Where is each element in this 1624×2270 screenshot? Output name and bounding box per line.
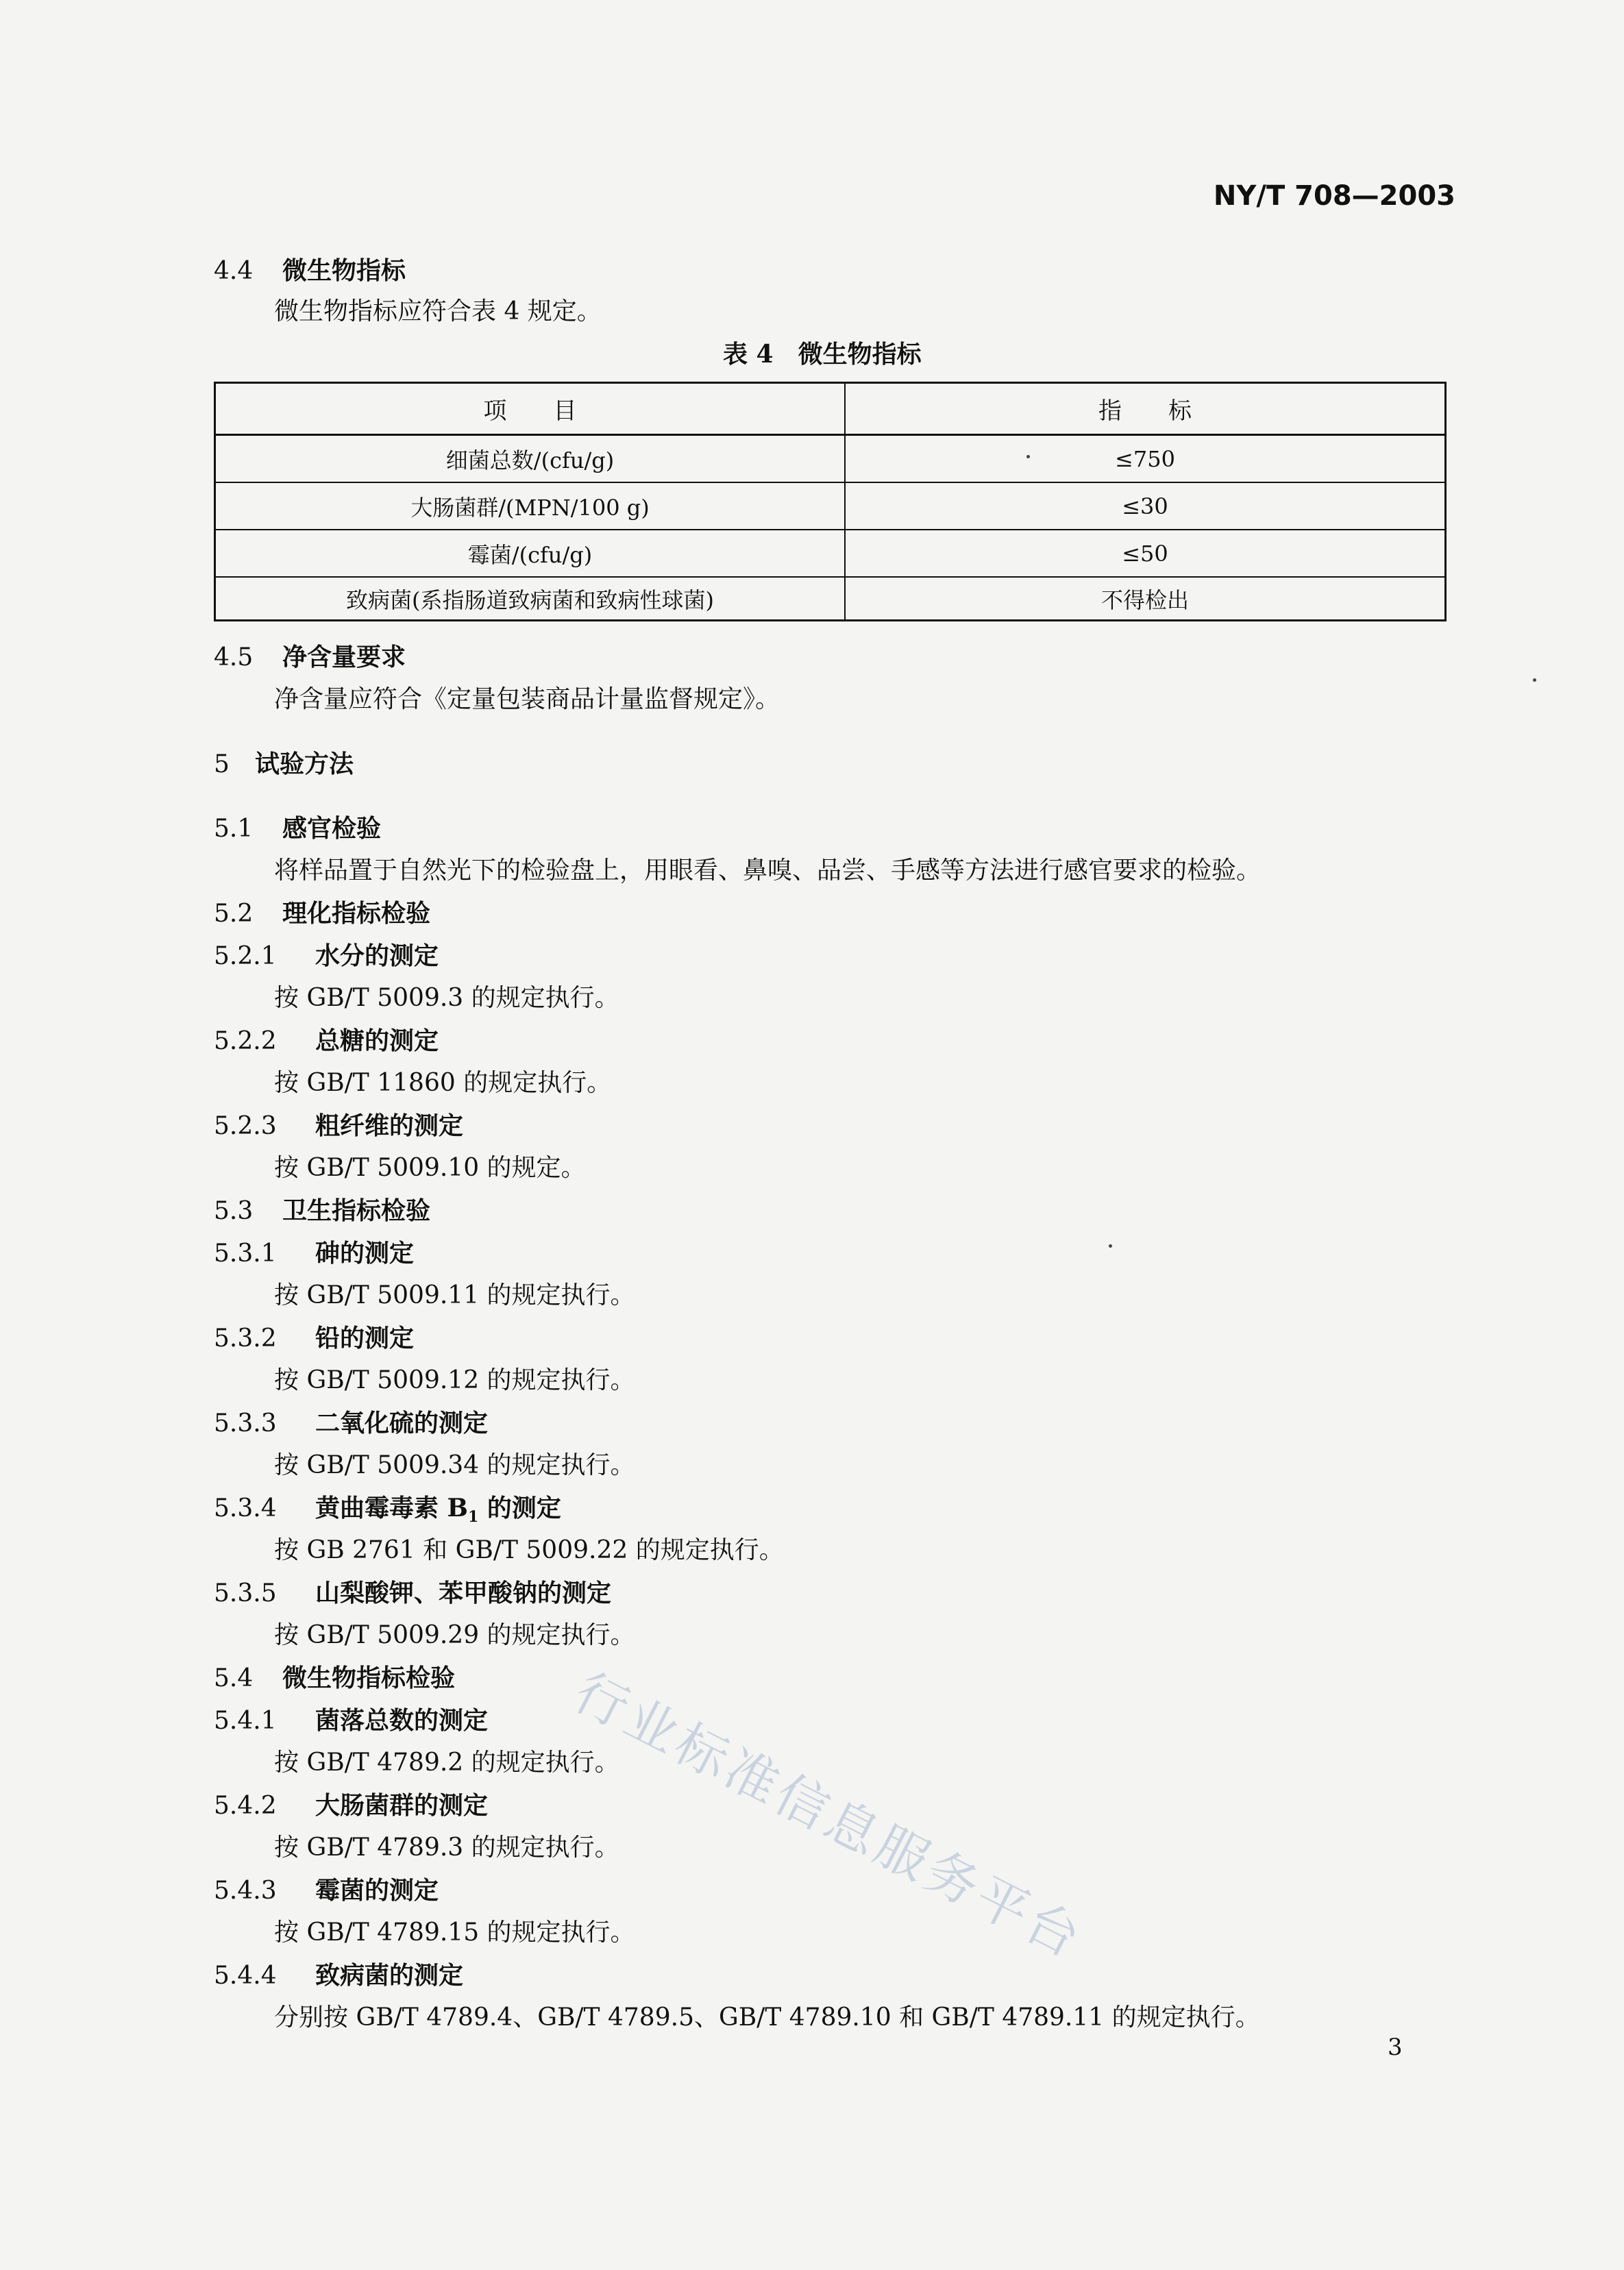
- table-cell-value: ≤50: [846, 530, 1444, 578]
- section-title: 粗纤维的测定: [315, 1111, 464, 1140]
- section-title: 总糖的测定: [315, 1026, 439, 1055]
- section-4-5-heading: [214, 641, 406, 674]
- section-5-4-2-paragraph: 按 GB/T 4789.3 的规定执行。: [274, 1834, 619, 1862]
- subscript: 1: [467, 1508, 479, 1527]
- section-5-3-2-paragraph: 按 GB/T 5009.12 的规定执行。: [274, 1366, 635, 1394]
- section-title-suffix: 的测定: [478, 1494, 561, 1522]
- section-number: 5.4.3: [214, 1877, 277, 1905]
- section-5-2-1-heading: [214, 940, 439, 972]
- section-title: 微生物指标检验: [282, 1664, 456, 1692]
- section-5-3-1-heading: [214, 1237, 414, 1270]
- section-title: 山梨酸钾、苯甲酸钠的测定: [315, 1579, 612, 1607]
- section-title: 霉菌的测定: [315, 1876, 439, 1905]
- section-number: 5.3.5: [214, 1579, 277, 1607]
- section-number: 5: [214, 750, 230, 778]
- section-4-4-paragraph: 微生物指标应符合表 4 规定。: [274, 297, 602, 325]
- section-5-heading: [214, 748, 354, 780]
- section-5-4-1-paragraph: 按 GB/T 4789.2 的规定执行。: [274, 1749, 619, 1777]
- section-5-3-5-paragraph: 按 GB/T 5009.29 的规定执行。: [274, 1621, 635, 1649]
- section-title: 微生物指标: [282, 256, 406, 285]
- section-number: 5.3.1: [214, 1239, 277, 1268]
- section-title: 理化指标检验: [282, 899, 431, 928]
- section-number: 5.4.4: [214, 1962, 277, 1990]
- section-number: 5.2.3: [214, 1112, 277, 1140]
- section-5-1-heading: [214, 813, 381, 845]
- table-cell-item: 细菌总数/(cfu/g): [216, 436, 846, 483]
- section-title: 水分的测定: [315, 941, 439, 970]
- section-number: 4.4: [214, 257, 254, 285]
- table-header-item: 项 目: [216, 384, 846, 436]
- section-5-3-5-heading: [214, 1577, 611, 1609]
- section-number: 4.5: [214, 643, 254, 671]
- section-title: 铅的测定: [315, 1324, 415, 1353]
- table-cell-item: 霉菌/(cfu/g): [216, 530, 846, 578]
- table-header-indicator: 指 标: [846, 384, 1444, 436]
- section-number: 5.3.2: [214, 1324, 277, 1353]
- section-5-2-2-heading: [214, 1025, 439, 1057]
- section-5-2-3-heading: [214, 1110, 463, 1142]
- section-5-4-heading: [214, 1662, 455, 1694]
- section-5-3-4-paragraph: 按 GB 2761 和 GB/T 5009.22 的规定执行。: [274, 1536, 784, 1564]
- section-title: 菌落总数的测定: [315, 1706, 489, 1735]
- section-title: 感官检验: [282, 814, 382, 843]
- section-number: 5.2: [214, 900, 254, 928]
- section-title: 大肠菌群的测定: [315, 1791, 489, 1820]
- page-number: 3: [1388, 2034, 1403, 2061]
- section-5-2-1-paragraph: 按 GB/T 5009.3 的规定执行。: [274, 984, 619, 1012]
- section-number: 5.2.1: [214, 942, 277, 970]
- section-5-4-2-heading: [214, 1790, 488, 1822]
- section-title: 黄曲霉毒素 B: [315, 1494, 468, 1522]
- table-4-microbial-indicators: [214, 382, 1447, 621]
- section-5-3-heading: [214, 1195, 430, 1227]
- section-5-4-3-heading: [214, 1875, 439, 1907]
- section-number: 5.1: [214, 815, 254, 843]
- section-4-4-heading: [214, 255, 406, 287]
- standard-code: NY/T 708—2003: [1213, 180, 1455, 212]
- section-title: 二氧化硫的测定: [315, 1409, 489, 1438]
- section-number: 5.3.3: [214, 1409, 277, 1438]
- section-5-2-3-paragraph: 按 GB/T 5009.10 的规定。: [274, 1154, 586, 1182]
- table-cell-item: 大肠菌群/(MPN/100 g): [216, 483, 846, 530]
- section-title: 试验方法: [255, 750, 354, 778]
- section-5-3-2-heading: [214, 1322, 414, 1355]
- table-cell-value: 不得检出: [1100, 587, 1189, 613]
- table-cell-item: 致病菌(系指肠道致病菌和致病性球菌): [216, 578, 846, 619]
- section-5-3-3-heading: [214, 1407, 488, 1440]
- watermark: 行业标准信息服务平台: [565, 1661, 1094, 1971]
- section-5-2-heading: [214, 898, 430, 930]
- section-5-3-3-paragraph: 按 GB/T 5009.34 的规定执行。: [274, 1451, 635, 1479]
- section-5-4-4-paragraph: 分别按 GB/T 4789.4、GB/T 4789.5、GB/T 4789.10 和 GB/T 4789.11 的规定执行。: [274, 2003, 1260, 2032]
- scan-speck: [1026, 455, 1030, 458]
- section-number: 5.3: [214, 1197, 254, 1225]
- table-cell-value: ≤750: [846, 436, 1444, 483]
- section-5-4-1-heading: [214, 1705, 488, 1737]
- table-cell-value: ≤30: [846, 483, 1444, 530]
- section-5-3-4-heading: [214, 1492, 561, 1533]
- section-number: 5.4.2: [214, 1792, 277, 1820]
- scan-speck: [1109, 1244, 1112, 1248]
- section-4-5-paragraph: 净含量应符合《定量包装商品计量监督规定》。: [274, 685, 780, 713]
- section-5-4-3-paragraph: 按 GB/T 4789.15 的规定执行。: [274, 1919, 635, 1947]
- section-5-3-1-paragraph: 按 GB/T 5009.11 的规定执行。: [274, 1281, 635, 1309]
- section-title: 卫生指标检验: [282, 1196, 431, 1225]
- section-5-4-4-heading: [214, 1960, 463, 1992]
- section-number: 5.2.2: [214, 1027, 277, 1055]
- section-title: 砷的测定: [315, 1239, 415, 1268]
- section-title: 净含量要求: [282, 643, 406, 671]
- section-title: 致病菌的测定: [315, 1961, 464, 1990]
- section-5-1-paragraph: 将样品置于自然光下的检验盘上，用眼看、鼻嗅、品尝、手感等方法进行感官要求的检验。: [274, 856, 1262, 885]
- section-number: 5.4: [214, 1664, 254, 1692]
- scan-speck: [1533, 678, 1536, 682]
- section-number: 5.3.4: [214, 1494, 277, 1522]
- section-number: 5.4.1: [214, 1707, 277, 1735]
- section-5-2-2-paragraph: 按 GB/T 11860 的规定执行。: [274, 1069, 612, 1097]
- table-4-caption: 表 4 微生物指标: [723, 340, 922, 369]
